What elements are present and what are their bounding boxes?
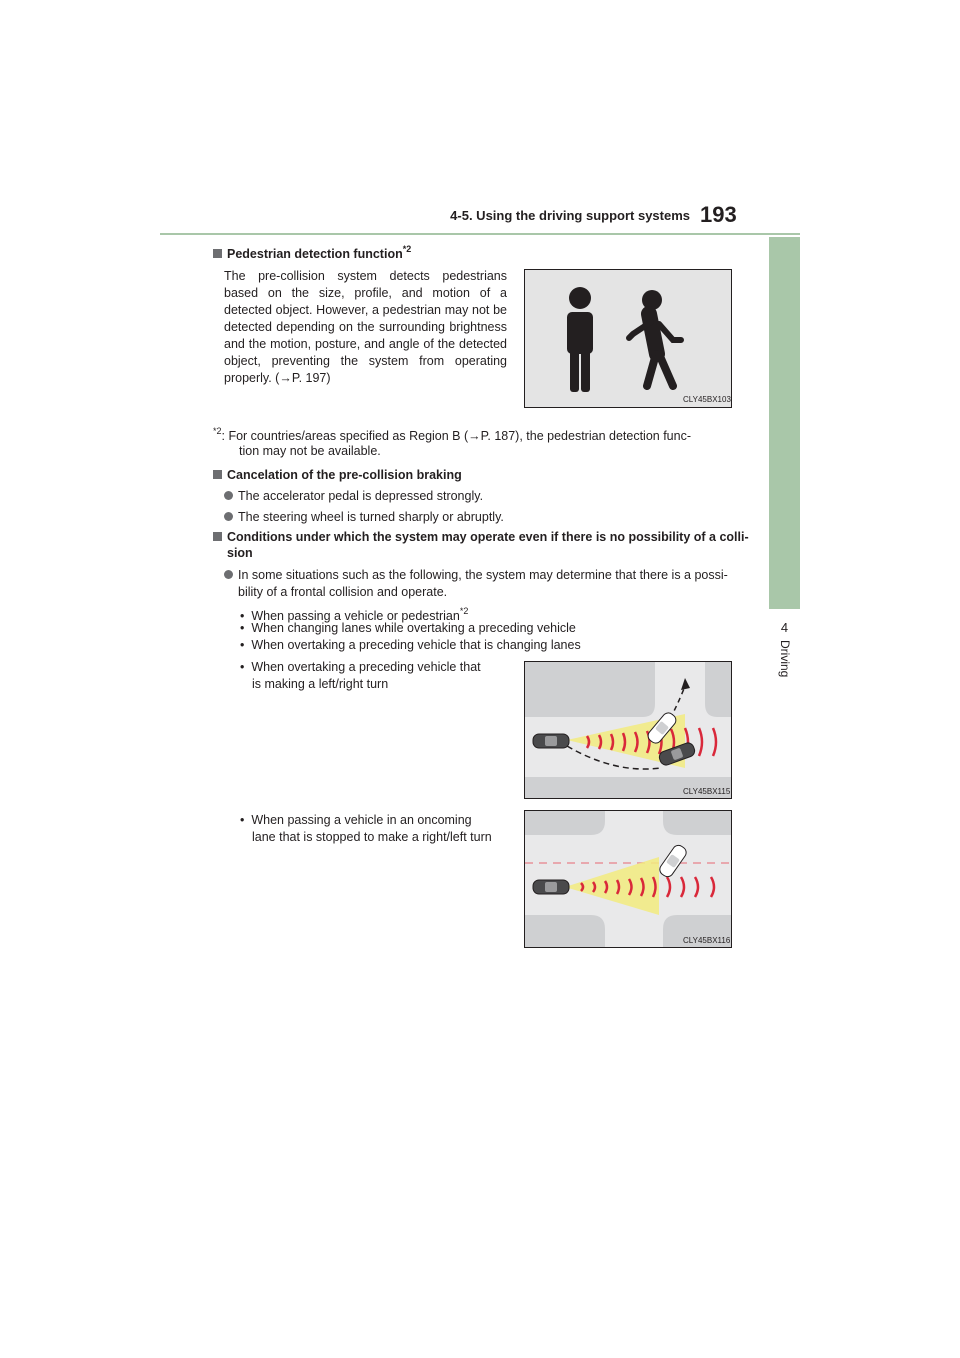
chapter-number: 4 — [780, 620, 789, 635]
figure-code: CLY45BX103 — [683, 395, 731, 404]
sub-item: • When passing a vehicle or pedestrian$^{*2}$ — [240, 606, 469, 623]
section-title: 4-5. Using the driving support systems — [450, 208, 690, 223]
footnote-mark: *2 — [402, 244, 412, 254]
sub-item: • When passing a vehicle in an oncoming — [240, 813, 472, 827]
oncoming-vehicle-figure — [524, 810, 732, 948]
oncoming-vehicle-illustration — [525, 811, 731, 947]
square-bullet-icon — [213, 249, 222, 258]
figure-code: CLY45BX115 — [683, 787, 731, 796]
round-bullet-icon — [224, 512, 233, 521]
square-bullet-icon — [213, 532, 222, 541]
conditions-heading-continuation: sion — [227, 546, 253, 560]
header-rule — [160, 233, 800, 235]
pedestrian-heading: Pedestrian detection function$^{*2}$ — [213, 244, 411, 261]
round-bullet-icon — [224, 570, 233, 579]
conditions-heading: Conditions under which the system may operate even if there is no possibility of a colli- — [213, 530, 749, 544]
figure-code: CLY45BX116 — [683, 936, 731, 945]
overtaking-turn-figure — [524, 661, 732, 799]
list-item: The steering wheel is turned sharply or abruptly. — [224, 509, 504, 526]
pedestrian-figure — [524, 269, 732, 408]
sub-item: • When overtaking a preceding vehicle that — [240, 660, 481, 674]
chapter-label: Driving — [778, 640, 792, 678]
sub-item: • When changing lanes while overtaking a preceding vehicle — [240, 621, 576, 635]
footnote-mark: *2 — [213, 426, 222, 436]
pedestrian-illustration — [525, 270, 731, 407]
sub-item-continuation: is making a left/right turn — [252, 677, 389, 691]
round-bullet-icon — [224, 491, 233, 500]
page-number: 193 — [700, 202, 737, 227]
list-item: The accelerator pedal is depressed strongly. — [224, 488, 483, 505]
walking-pedestrian-icon — [629, 290, 681, 386]
pedestrian-text: The pre-collision system detects pedestrians based on the size, profile, and motion of a detected object. However, a pedestrian may not be detected depending on the surrounding brightness and the motion, posture, and angle of the detected object, preventing the system from operating properly. (→P. 197) — [224, 269, 507, 385]
list-item-continuation: bility of a frontal collision and operate. — [238, 585, 448, 599]
footnote: $^{*2}$: For countries/areas specified as Region B (→P. 187), the pedestrian detection func- — [213, 426, 691, 443]
sub-item-continuation: lane that is stopped to make a right/left turn — [252, 830, 492, 844]
footnote-mark: *2 — [459, 606, 469, 616]
sub-item: • When overtaking a preceding vehicle that is changing lanes — [240, 638, 581, 652]
standing-pedestrian-icon — [567, 287, 593, 392]
footnote-continuation: tion may not be available. — [239, 444, 381, 458]
overtaking-turn-illustration — [525, 662, 731, 798]
square-bullet-icon — [213, 470, 222, 479]
cancelation-heading: Cancelation of the pre-collision braking — [213, 468, 462, 482]
chapter-tab — [769, 237, 800, 609]
list-item: In some situations such as the following, the system may determine that there is a possi- — [224, 567, 728, 584]
